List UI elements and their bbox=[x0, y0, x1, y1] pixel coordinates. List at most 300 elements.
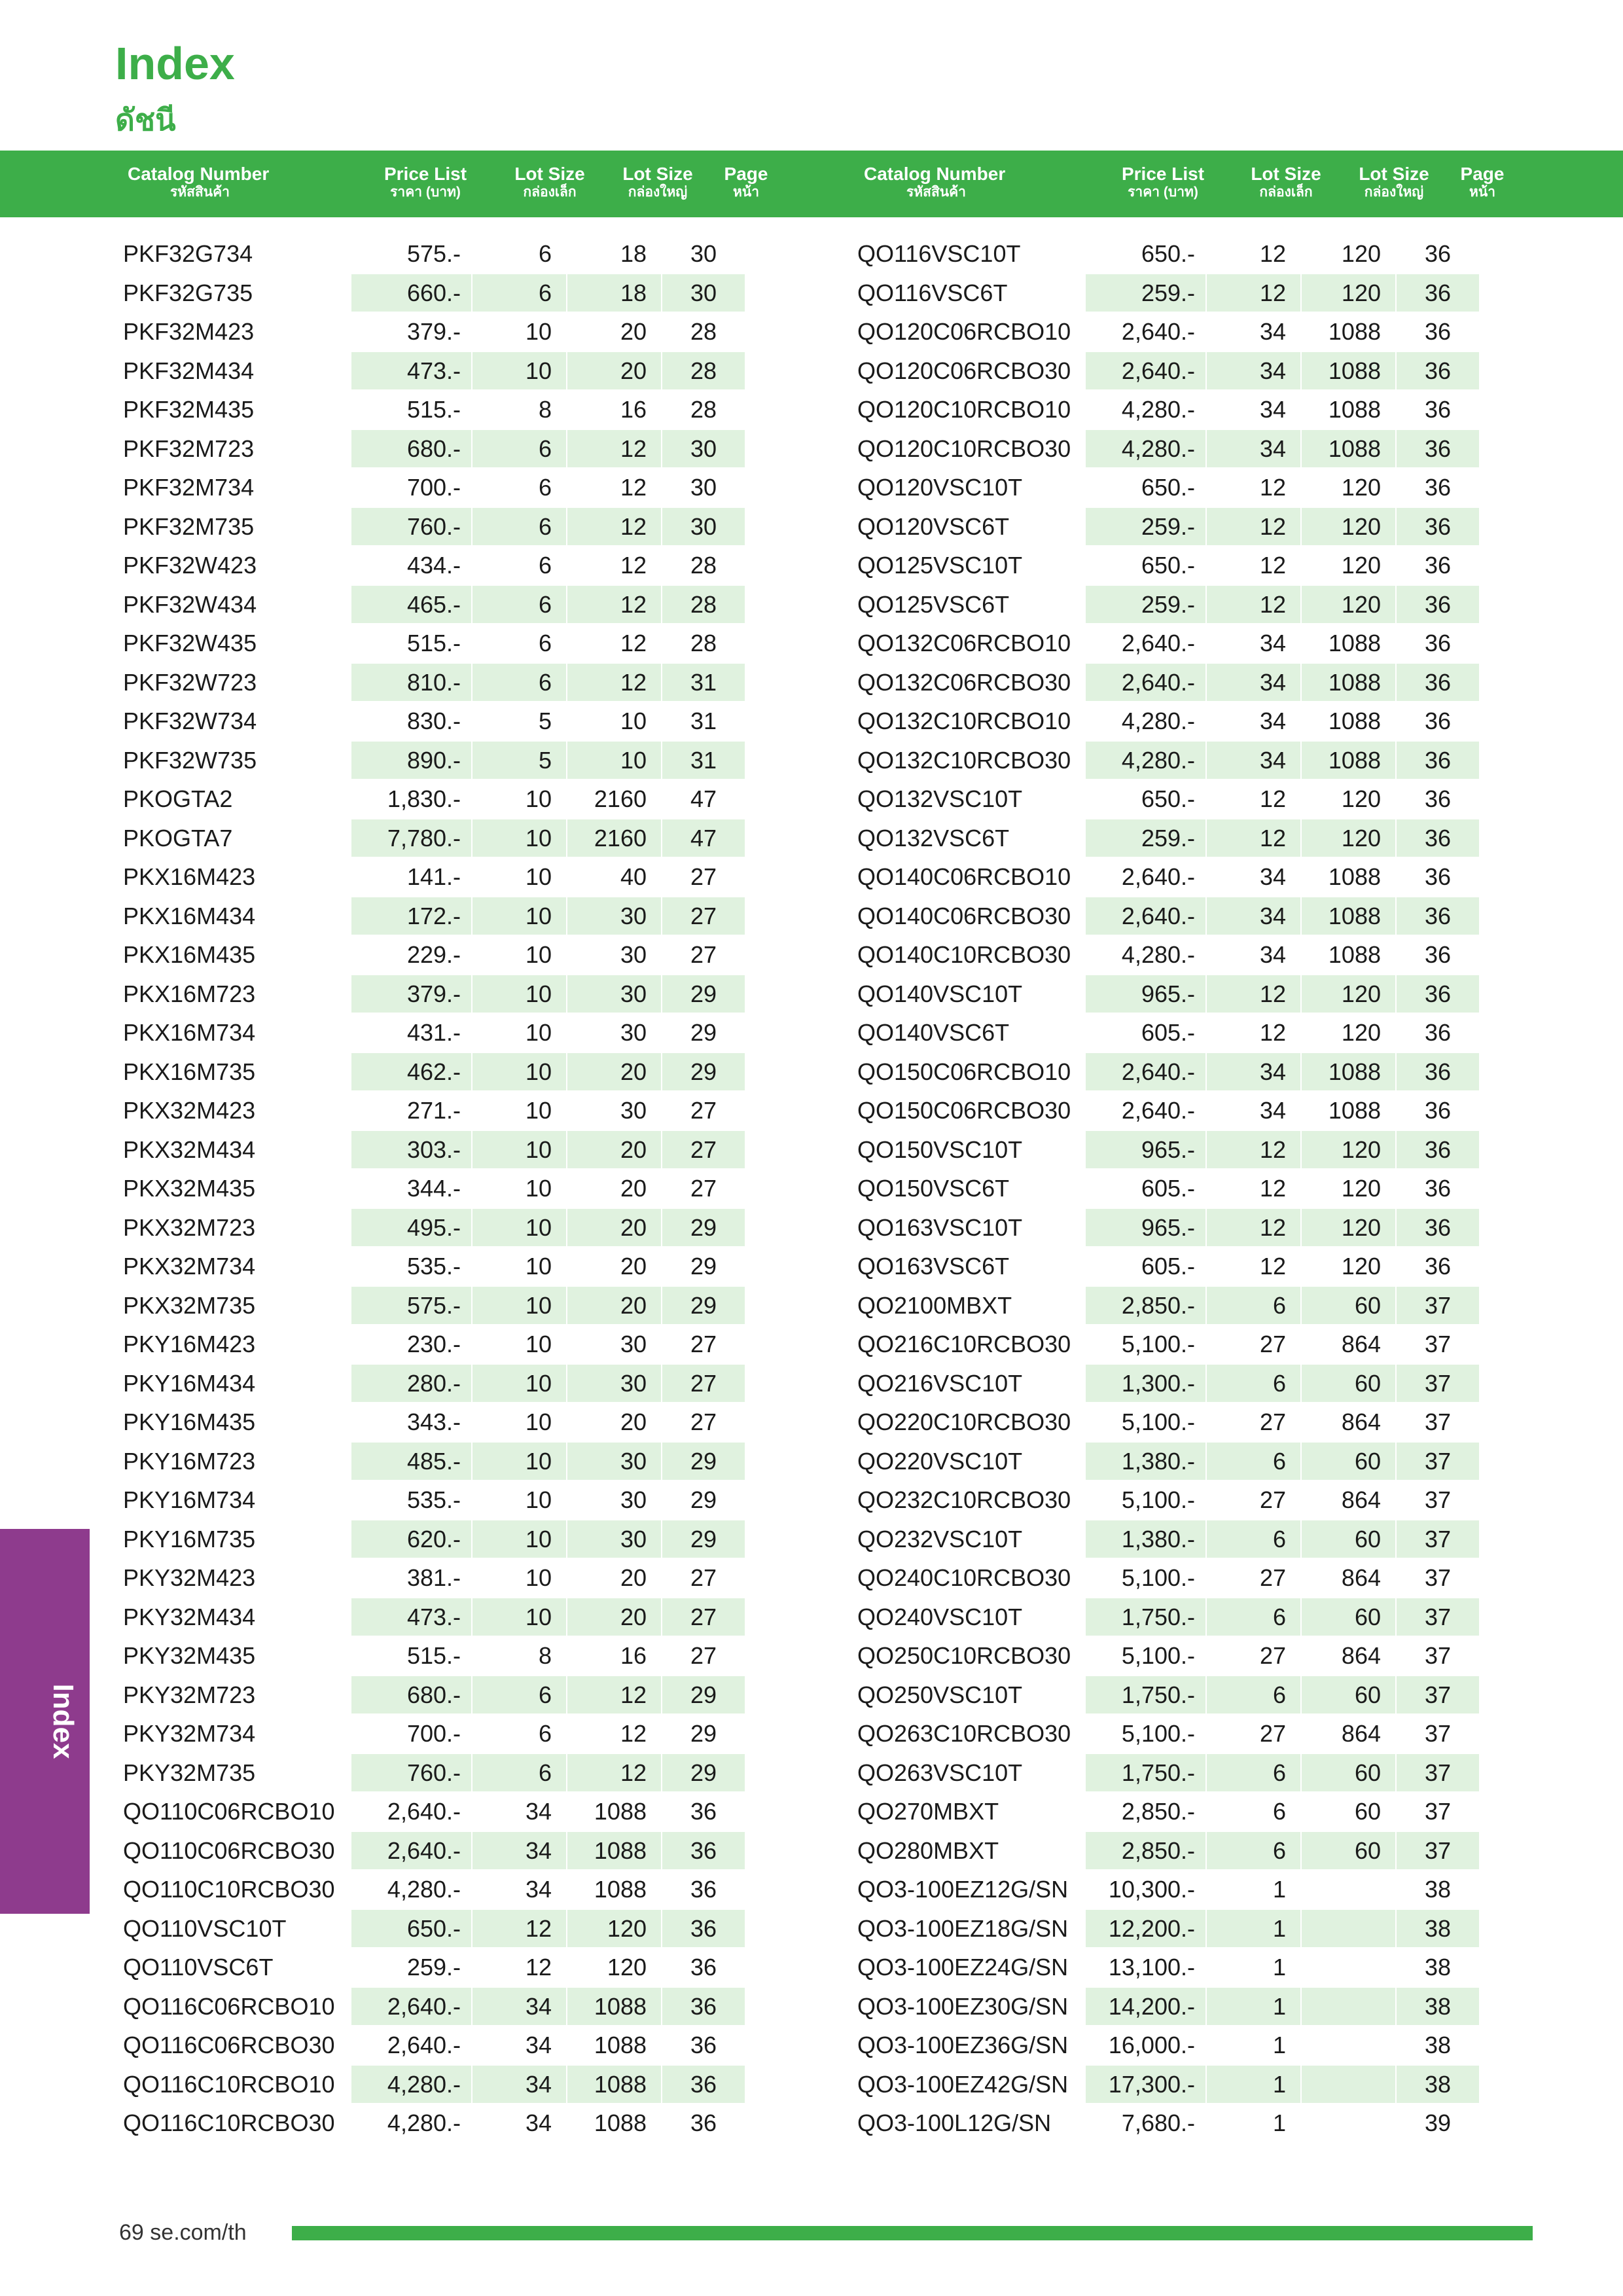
cell-price: 259.- bbox=[1086, 586, 1205, 624]
cell-lot-size-small: 10 bbox=[525, 1331, 552, 1357]
cell-catalog-number: PKF32M434 bbox=[123, 357, 255, 384]
cell-lot-size-small: 6 bbox=[473, 430, 566, 468]
cell-page: 28 bbox=[662, 352, 745, 390]
cell-lot-size-small: 6 bbox=[538, 1720, 552, 1747]
cell-catalog-number: PKY16M734 bbox=[123, 1486, 256, 1513]
cell-price: 17,300.- bbox=[1086, 2066, 1205, 2104]
cell-page: 37 bbox=[1424, 1720, 1452, 1747]
cell-price: 2,850.- bbox=[1086, 1287, 1205, 1325]
cell-price: 259.- bbox=[1086, 274, 1205, 312]
cell-price: 650.- bbox=[1141, 552, 1195, 579]
header-price-list-right bbox=[1111, 164, 1215, 200]
header-catalog-label: Catalog Number bbox=[128, 164, 270, 184]
cell-lot-size-large: 18 bbox=[567, 274, 661, 312]
cell-catalog-number: PKX16M735 bbox=[123, 1058, 256, 1085]
cell-lot-size-small: 6 bbox=[538, 240, 552, 267]
cell-lot-size-large: 864 bbox=[1341, 1486, 1381, 1513]
cell-catalog-number: QO132C10RCBO30 bbox=[857, 746, 1071, 774]
cell-lot-size-small: 10 bbox=[473, 1053, 566, 1091]
cell-lot-size-large bbox=[1302, 2026, 1395, 2064]
cell-price: 434.- bbox=[406, 552, 461, 579]
cell-price: 2,640.- bbox=[351, 1832, 471, 1870]
cell-lot-size-large: 18 bbox=[620, 240, 647, 267]
cell-price: 343.- bbox=[406, 1408, 461, 1435]
cell-price: 515.- bbox=[406, 1642, 461, 1669]
cell-lot-size-small: 10 bbox=[525, 1564, 552, 1591]
cell-catalog-number: QO120C10RCBO30 bbox=[857, 435, 1071, 462]
cell-lot-size-small: 34 bbox=[473, 2066, 566, 2104]
cell-catalog-number: PKF32G735 bbox=[123, 279, 253, 306]
cell-lot-size-large: 10 bbox=[620, 708, 647, 734]
cell-lot-size-small: 12 bbox=[1259, 552, 1286, 579]
cell-price: 760.- bbox=[351, 1754, 471, 1792]
cell-page: 36 bbox=[1424, 1097, 1452, 1124]
cell-lot-size-small: 8 bbox=[538, 1642, 552, 1669]
cell-catalog-number: PKY16M435 bbox=[123, 1408, 256, 1435]
cell-page: 29 bbox=[690, 1253, 717, 1280]
cell-lot-size-small: 6 bbox=[473, 1754, 566, 1792]
header-lot-small-label: Lot Size bbox=[514, 164, 585, 184]
cell-lot-size-small: 6 bbox=[1207, 1598, 1300, 1636]
cell-page: 31 bbox=[662, 742, 745, 780]
cell-catalog-number: QO3-100EZ30G/SN bbox=[857, 1992, 1069, 2020]
cell-price: 5,100.- bbox=[1121, 1564, 1195, 1591]
cell-page: 37 bbox=[1397, 1365, 1479, 1403]
cell-catalog-number: PKF32W434 bbox=[123, 590, 257, 618]
cell-lot-size-large: 30 bbox=[567, 897, 661, 935]
cell-lot-size-large: 30 bbox=[567, 975, 661, 1013]
cell-page: 36 bbox=[1424, 552, 1452, 579]
cell-price: 4,280.- bbox=[1121, 396, 1195, 423]
cell-lot-size-small: 6 bbox=[1207, 1443, 1300, 1480]
cell-lot-size-large: 864 bbox=[1341, 1331, 1381, 1357]
cell-lot-size-small: 12 bbox=[1259, 1175, 1286, 1202]
cell-lot-size-large: 60 bbox=[1302, 1754, 1395, 1792]
cell-page: 29 bbox=[690, 1720, 717, 1747]
cell-price: 230.- bbox=[406, 1331, 461, 1357]
cell-catalog-number: PKY32M435 bbox=[123, 1642, 256, 1669]
cell-page: 36 bbox=[662, 2066, 745, 2104]
cell-page: 28 bbox=[662, 586, 745, 624]
cell-lot-size-large: 20 bbox=[620, 1175, 647, 1202]
cell-price: 1,750.- bbox=[1086, 1676, 1205, 1714]
cell-lot-size-small: 34 bbox=[1207, 897, 1300, 935]
cell-lot-size-large: 1088 bbox=[567, 1988, 661, 2026]
cell-lot-size-small: 10 bbox=[473, 1520, 566, 1558]
cell-price: 2,640.- bbox=[1121, 863, 1195, 890]
cell-catalog-number: QO132C06RCBO30 bbox=[857, 668, 1071, 696]
cell-catalog-number: QO110C06RCBO30 bbox=[123, 1837, 335, 1864]
cell-catalog-number: QO250C10RCBO30 bbox=[857, 1642, 1071, 1669]
cell-page: 27 bbox=[662, 897, 745, 935]
cell-lot-size-large: 864 bbox=[1341, 1408, 1381, 1435]
cell-lot-size-small: 1 bbox=[1272, 2032, 1286, 2058]
cell-catalog-number: PKY32M434 bbox=[123, 1603, 256, 1630]
cell-catalog-number: PKY16M434 bbox=[123, 1369, 256, 1397]
cell-catalog-number: QO3-100EZ36G/SN bbox=[857, 2032, 1069, 2058]
cell-catalog-number: QO132C06RCBO10 bbox=[857, 630, 1071, 656]
cell-lot-size-small: 1 bbox=[1272, 2109, 1286, 2136]
cell-lot-size-small: 6 bbox=[538, 552, 552, 579]
cell-page: 30 bbox=[690, 240, 717, 267]
cell-price: 700.- bbox=[406, 1720, 461, 1747]
cell-price: 660.- bbox=[351, 274, 471, 312]
cell-catalog-number: QO3-100L12G/SN bbox=[857, 2109, 1052, 2136]
header-page-sub: หน้า bbox=[1469, 185, 1495, 200]
cell-page: 36 bbox=[1397, 508, 1479, 546]
cell-price: 4,280.- bbox=[1121, 941, 1195, 968]
cell-price: 1,300.- bbox=[1086, 1365, 1205, 1403]
header-lot-large bbox=[612, 164, 704, 200]
cell-lot-size-small: 6 bbox=[538, 630, 552, 656]
cell-page: 30 bbox=[662, 430, 745, 468]
cell-catalog-number: QO270MBXT bbox=[857, 1798, 999, 1825]
cell-page: 31 bbox=[662, 664, 745, 702]
cell-lot-size-large: 30 bbox=[567, 1443, 661, 1480]
cell-page: 28 bbox=[690, 630, 717, 656]
cell-catalog-number: PKX32M434 bbox=[123, 1136, 256, 1163]
cell-price: 485.- bbox=[351, 1443, 471, 1480]
cell-catalog-number: PKY16M735 bbox=[123, 1525, 256, 1552]
cell-page: 37 bbox=[1397, 1520, 1479, 1558]
cell-page: 29 bbox=[662, 1209, 745, 1247]
cell-catalog-number: QO116C10RCBO30 bbox=[123, 2109, 335, 2136]
cell-price: 229.- bbox=[406, 941, 461, 968]
cell-lot-size-large: 1088 bbox=[1302, 430, 1395, 468]
cell-lot-size-small: 6 bbox=[1207, 1287, 1300, 1325]
cell-catalog-number: PKX16M734 bbox=[123, 1019, 256, 1046]
cell-lot-size-small: 6 bbox=[473, 274, 566, 312]
cell-page: 38 bbox=[1397, 2066, 1479, 2104]
cell-lot-size-large: 60 bbox=[1302, 1832, 1395, 1870]
cell-price: 259.- bbox=[1086, 508, 1205, 546]
cell-lot-size-small: 1 bbox=[1272, 1954, 1286, 1981]
cell-catalog-number: QO220VSC10T bbox=[857, 1447, 1023, 1475]
header-lot-large-sub: กล่องใหญ่ bbox=[628, 185, 688, 200]
footer bbox=[119, 2220, 247, 2246]
cell-lot-size-small: 12 bbox=[1207, 975, 1300, 1013]
cell-catalog-number: PKX32M735 bbox=[123, 1291, 256, 1319]
cell-lot-size-small: 34 bbox=[1259, 941, 1286, 968]
header-price-list bbox=[373, 164, 478, 200]
cell-page: 27 bbox=[690, 1408, 717, 1435]
cell-price: 2,640.- bbox=[1121, 318, 1195, 345]
cell-lot-size-large: 120 bbox=[1341, 1019, 1381, 1046]
cell-page: 37 bbox=[1424, 1642, 1452, 1669]
cell-lot-size-large: 30 bbox=[620, 1486, 647, 1513]
cell-price: 259.- bbox=[406, 1954, 461, 1981]
cell-price: 7,780.- bbox=[351, 819, 471, 857]
cell-lot-size-small: 6 bbox=[473, 664, 566, 702]
cell-catalog-number: QO110VSC6T bbox=[123, 1954, 274, 1981]
cell-page: 29 bbox=[662, 975, 745, 1013]
cell-catalog-number: PKX16M723 bbox=[123, 980, 256, 1007]
cell-page: 29 bbox=[662, 1443, 745, 1480]
cell-lot-size-small: 34 bbox=[525, 1798, 552, 1825]
cell-lot-size-large bbox=[1302, 2066, 1395, 2104]
cell-catalog-number: QO120C06RCBO10 bbox=[857, 318, 1071, 345]
cell-page: 37 bbox=[1397, 1598, 1479, 1636]
cell-lot-size-small: 6 bbox=[1207, 1365, 1300, 1403]
cell-lot-size-large: 1088 bbox=[1328, 318, 1381, 345]
cell-page: 36 bbox=[1424, 1253, 1452, 1280]
cell-lot-size-large: 120 bbox=[567, 1910, 661, 1948]
cell-catalog-number: QO3-100EZ24G/SN bbox=[857, 1954, 1069, 1981]
cell-page: 27 bbox=[662, 1365, 745, 1403]
cell-catalog-number: PKF32W735 bbox=[123, 746, 257, 774]
cell-lot-size-large: 12 bbox=[567, 586, 661, 624]
cell-price: 462.- bbox=[351, 1053, 471, 1091]
cell-catalog-number: PKY32M723 bbox=[123, 1681, 256, 1708]
header-lot-large-right bbox=[1348, 164, 1440, 200]
cell-lot-size-large: 1088 bbox=[594, 1876, 647, 1903]
cell-lot-size-large: 1088 bbox=[567, 2066, 661, 2104]
cell-lot-size-large: 60 bbox=[1302, 1365, 1395, 1403]
cell-price: 575.- bbox=[351, 1287, 471, 1325]
cell-lot-size-small: 27 bbox=[1259, 1331, 1286, 1357]
cell-lot-size-large: 120 bbox=[1341, 1253, 1381, 1280]
cell-price: 4,280.- bbox=[387, 1876, 461, 1903]
cell-lot-size-small: 6 bbox=[538, 474, 552, 501]
cell-price: 16,000.- bbox=[1108, 2032, 1195, 2058]
cell-price: 5,100.- bbox=[1121, 1642, 1195, 1669]
cell-price: 680.- bbox=[351, 1676, 471, 1714]
cell-lot-size-small: 27 bbox=[1259, 1642, 1286, 1669]
cell-price: 760.- bbox=[351, 508, 471, 546]
cell-catalog-number: QO140C06RCBO10 bbox=[857, 863, 1071, 890]
cell-page: 36 bbox=[1397, 1209, 1479, 1247]
cell-lot-size-large: 120 bbox=[1341, 1175, 1381, 1202]
cell-page: 36 bbox=[1424, 708, 1452, 734]
cell-price: 965.- bbox=[1086, 975, 1205, 1013]
cell-price: 965.- bbox=[1086, 1209, 1205, 1247]
cell-page: 38 bbox=[1424, 2032, 1452, 2058]
header-price-label: Price List bbox=[383, 164, 467, 184]
cell-lot-size-large: 1088 bbox=[1328, 1097, 1381, 1124]
header-page bbox=[713, 164, 779, 200]
header-lot-small bbox=[504, 164, 596, 200]
cell-page: 47 bbox=[662, 819, 745, 857]
cell-page: 36 bbox=[1424, 1175, 1452, 1202]
cell-price: 1,830.- bbox=[387, 785, 461, 812]
cell-lot-size-large: 2160 bbox=[567, 819, 661, 857]
cell-lot-size-large: 60 bbox=[1302, 1443, 1395, 1480]
cell-price: 431.- bbox=[406, 1019, 461, 1046]
cell-catalog-number: QO116C06RCBO10 bbox=[123, 1992, 335, 2020]
cell-page: 37 bbox=[1424, 1798, 1452, 1825]
page-subtitle: ดัชนี bbox=[115, 103, 176, 137]
cell-price: 830.- bbox=[406, 708, 461, 734]
cell-catalog-number: PKF32G734 bbox=[123, 240, 253, 267]
cell-lot-size-large: 12 bbox=[620, 474, 647, 501]
cell-catalog-number: QO263VSC10T bbox=[857, 1759, 1023, 1786]
cell-lot-size-large: 20 bbox=[567, 1287, 661, 1325]
cell-lot-size-small: 12 bbox=[525, 1954, 552, 1981]
cell-lot-size-large: 30 bbox=[620, 1019, 647, 1046]
cell-lot-size-large: 120 bbox=[1302, 586, 1395, 624]
cell-catalog-number: PKF32W734 bbox=[123, 708, 257, 734]
cell-lot-size-small: 27 bbox=[1259, 1720, 1286, 1747]
cell-price: 473.- bbox=[351, 1598, 471, 1636]
page-title: Index bbox=[115, 38, 235, 89]
cell-page: 28 bbox=[690, 396, 717, 423]
cell-lot-size-small: 10 bbox=[525, 863, 552, 890]
cell-catalog-number: QO3-100EZ18G/SN bbox=[857, 1914, 1069, 1942]
cell-lot-size-large: 20 bbox=[567, 352, 661, 390]
cell-page: 36 bbox=[1397, 1053, 1479, 1091]
cell-page: 29 bbox=[662, 1754, 745, 1792]
cell-lot-size-small: 10 bbox=[525, 1253, 552, 1280]
cell-catalog-number: QO140C10RCBO30 bbox=[857, 941, 1071, 968]
cell-lot-size-large: 20 bbox=[567, 1209, 661, 1247]
cell-catalog-number: PKF32M735 bbox=[123, 512, 255, 540]
cell-page: 29 bbox=[662, 1053, 745, 1091]
cell-page: 27 bbox=[662, 1131, 745, 1169]
cell-lot-size-small: 27 bbox=[1259, 1408, 1286, 1435]
cell-lot-size-small: 34 bbox=[1207, 352, 1300, 390]
cell-catalog-number: PKF32M734 bbox=[123, 474, 255, 501]
header-lot-small-sub: กล่องเล็ก bbox=[1259, 185, 1313, 200]
cell-lot-size-small: 12 bbox=[1259, 474, 1286, 501]
header-catalog-sub: รหัสสินค้า bbox=[906, 185, 966, 200]
cell-lot-size-large: 12 bbox=[620, 552, 647, 579]
cell-lot-size-small: 12 bbox=[1207, 1131, 1300, 1169]
cell-page: 37 bbox=[1424, 1408, 1452, 1435]
header-lot-large-label: Lot Size bbox=[622, 164, 693, 184]
cell-lot-size-large: 1088 bbox=[594, 2032, 647, 2058]
cell-catalog-number: PKOGTA7 bbox=[123, 824, 233, 852]
cell-price: 4,280.- bbox=[1121, 708, 1195, 734]
cell-lot-size-small: 1 bbox=[1207, 2066, 1300, 2104]
cell-page: 27 bbox=[690, 1642, 717, 1669]
cell-lot-size-small: 10 bbox=[473, 819, 566, 857]
cell-page: 36 bbox=[690, 1876, 717, 1903]
cell-lot-size-small: 34 bbox=[1207, 1053, 1300, 1091]
cell-lot-size-small: 34 bbox=[473, 1988, 566, 2026]
cell-lot-size-large: 60 bbox=[1302, 1287, 1395, 1325]
cell-catalog-number: QO150C06RCBO10 bbox=[857, 1058, 1071, 1085]
cell-price: 4,280.- bbox=[1086, 742, 1205, 780]
cell-page: 36 bbox=[662, 1910, 745, 1948]
cell-lot-size-large: 20 bbox=[620, 1408, 647, 1435]
cell-catalog-number: PKX16M434 bbox=[123, 902, 256, 929]
cell-price: 4,280.- bbox=[387, 2109, 461, 2136]
cell-page: 37 bbox=[1397, 1287, 1479, 1325]
cell-lot-size-large: 10 bbox=[567, 742, 661, 780]
cell-price: 5,100.- bbox=[1121, 1720, 1195, 1747]
cell-page: 36 bbox=[1397, 897, 1479, 935]
cell-lot-size-large: 12 bbox=[567, 1676, 661, 1714]
cell-page: 36 bbox=[1397, 664, 1479, 702]
cell-lot-size-large: 16 bbox=[620, 1642, 647, 1669]
cell-lot-size-small: 12 bbox=[473, 1910, 566, 1948]
cell-page: 27 bbox=[690, 863, 717, 890]
cell-lot-size-large: 1088 bbox=[1328, 863, 1381, 890]
cell-lot-size-large: 1088 bbox=[567, 1832, 661, 1870]
cell-page: 37 bbox=[1397, 1754, 1479, 1792]
cell-lot-size-small: 27 bbox=[1259, 1486, 1286, 1513]
cell-price: 172.- bbox=[351, 897, 471, 935]
cell-lot-size-large: 1088 bbox=[1302, 352, 1395, 390]
cell-catalog-number: QO120C06RCBO30 bbox=[857, 357, 1071, 384]
cell-page: 36 bbox=[1424, 474, 1452, 501]
cell-catalog-number: QO216C10RCBO30 bbox=[857, 1331, 1071, 1357]
cell-price: 381.- bbox=[406, 1564, 461, 1591]
cell-lot-size-large: 20 bbox=[567, 1053, 661, 1091]
header-catalog-label: Catalog Number bbox=[864, 164, 1006, 184]
cell-lot-size-large: 1088 bbox=[594, 1798, 647, 1825]
cell-lot-size-small: 6 bbox=[473, 586, 566, 624]
cell-price: 965.- bbox=[1086, 1131, 1205, 1169]
cell-lot-size-large: 20 bbox=[620, 1564, 647, 1591]
cell-lot-size-small: 12 bbox=[1207, 1209, 1300, 1247]
cell-lot-size-small: 10 bbox=[473, 1443, 566, 1480]
cell-catalog-number: PKX32M423 bbox=[123, 1097, 256, 1124]
cell-price: 680.- bbox=[351, 430, 471, 468]
cell-catalog-number: QO240C10RCBO30 bbox=[857, 1564, 1071, 1591]
cell-page: 29 bbox=[662, 1676, 745, 1714]
cell-page: 36 bbox=[1397, 819, 1479, 857]
cell-catalog-number: QO116C06RCBO30 bbox=[123, 2032, 335, 2058]
header-page-label: Page bbox=[1460, 164, 1505, 184]
cell-page: 36 bbox=[1397, 742, 1479, 780]
cell-lot-size-large bbox=[1302, 1871, 1395, 1909]
cell-lot-size-small: 12 bbox=[1259, 785, 1286, 812]
cell-price: 2,640.- bbox=[1121, 1097, 1195, 1124]
cell-lot-size-small: 34 bbox=[1259, 708, 1286, 734]
header-page-right bbox=[1450, 164, 1515, 200]
cell-lot-size-small: 34 bbox=[1207, 742, 1300, 780]
cell-price: 2,850.- bbox=[1121, 1798, 1195, 1825]
cell-page: 27 bbox=[690, 941, 717, 968]
cell-page: 36 bbox=[690, 2109, 717, 2136]
cell-lot-size-small: 12 bbox=[1259, 1019, 1286, 1046]
cell-price: 2,640.- bbox=[387, 2032, 461, 2058]
cell-catalog-number: QO3-100EZ12G/SN bbox=[857, 1876, 1069, 1903]
header-price-sub: ราคา (บาท) bbox=[390, 185, 461, 200]
cell-page: 30 bbox=[662, 508, 745, 546]
cell-lot-size-large: 120 bbox=[607, 1954, 647, 1981]
cell-catalog-number: PKF32M435 bbox=[123, 396, 255, 423]
cell-page: 27 bbox=[662, 1598, 745, 1636]
header-lot-small-label: Lot Size bbox=[1251, 164, 1321, 184]
cell-catalog-number: QO116C10RCBO10 bbox=[123, 2070, 335, 2098]
cell-lot-size-large: 120 bbox=[1341, 474, 1381, 501]
cell-lot-size-small: 12 bbox=[1207, 274, 1300, 312]
cell-price: 14,200.- bbox=[1086, 1988, 1205, 2026]
cell-lot-size-large: 60 bbox=[1302, 1598, 1395, 1636]
cell-lot-size-large: 12 bbox=[567, 508, 661, 546]
cell-lot-size-small: 10 bbox=[473, 975, 566, 1013]
cell-page: 36 bbox=[690, 2032, 717, 2058]
cell-price: 535.- bbox=[406, 1253, 461, 1280]
cell-catalog-number: PKF32W723 bbox=[123, 668, 257, 696]
cell-lot-size-large: 120 bbox=[1341, 785, 1381, 812]
cell-catalog-number: QO132C10RCBO10 bbox=[857, 708, 1071, 734]
cell-lot-size-large: 120 bbox=[1302, 1209, 1395, 1247]
cell-price: 2,640.- bbox=[1086, 664, 1205, 702]
cell-lot-size-large: 1088 bbox=[1328, 630, 1381, 656]
cell-page: 39 bbox=[1424, 2109, 1452, 2136]
cell-page: 36 bbox=[1424, 396, 1452, 423]
cell-lot-size-large bbox=[1302, 1988, 1395, 2026]
cell-catalog-number: PKX16M423 bbox=[123, 863, 256, 890]
cell-catalog-number: QO250VSC10T bbox=[857, 1681, 1023, 1708]
header-lot-large-label: Lot Size bbox=[1359, 164, 1429, 184]
cell-lot-size-small: 10 bbox=[473, 1365, 566, 1403]
cell-page: 27 bbox=[690, 1097, 717, 1124]
cell-lot-size-small: 34 bbox=[1259, 863, 1286, 890]
